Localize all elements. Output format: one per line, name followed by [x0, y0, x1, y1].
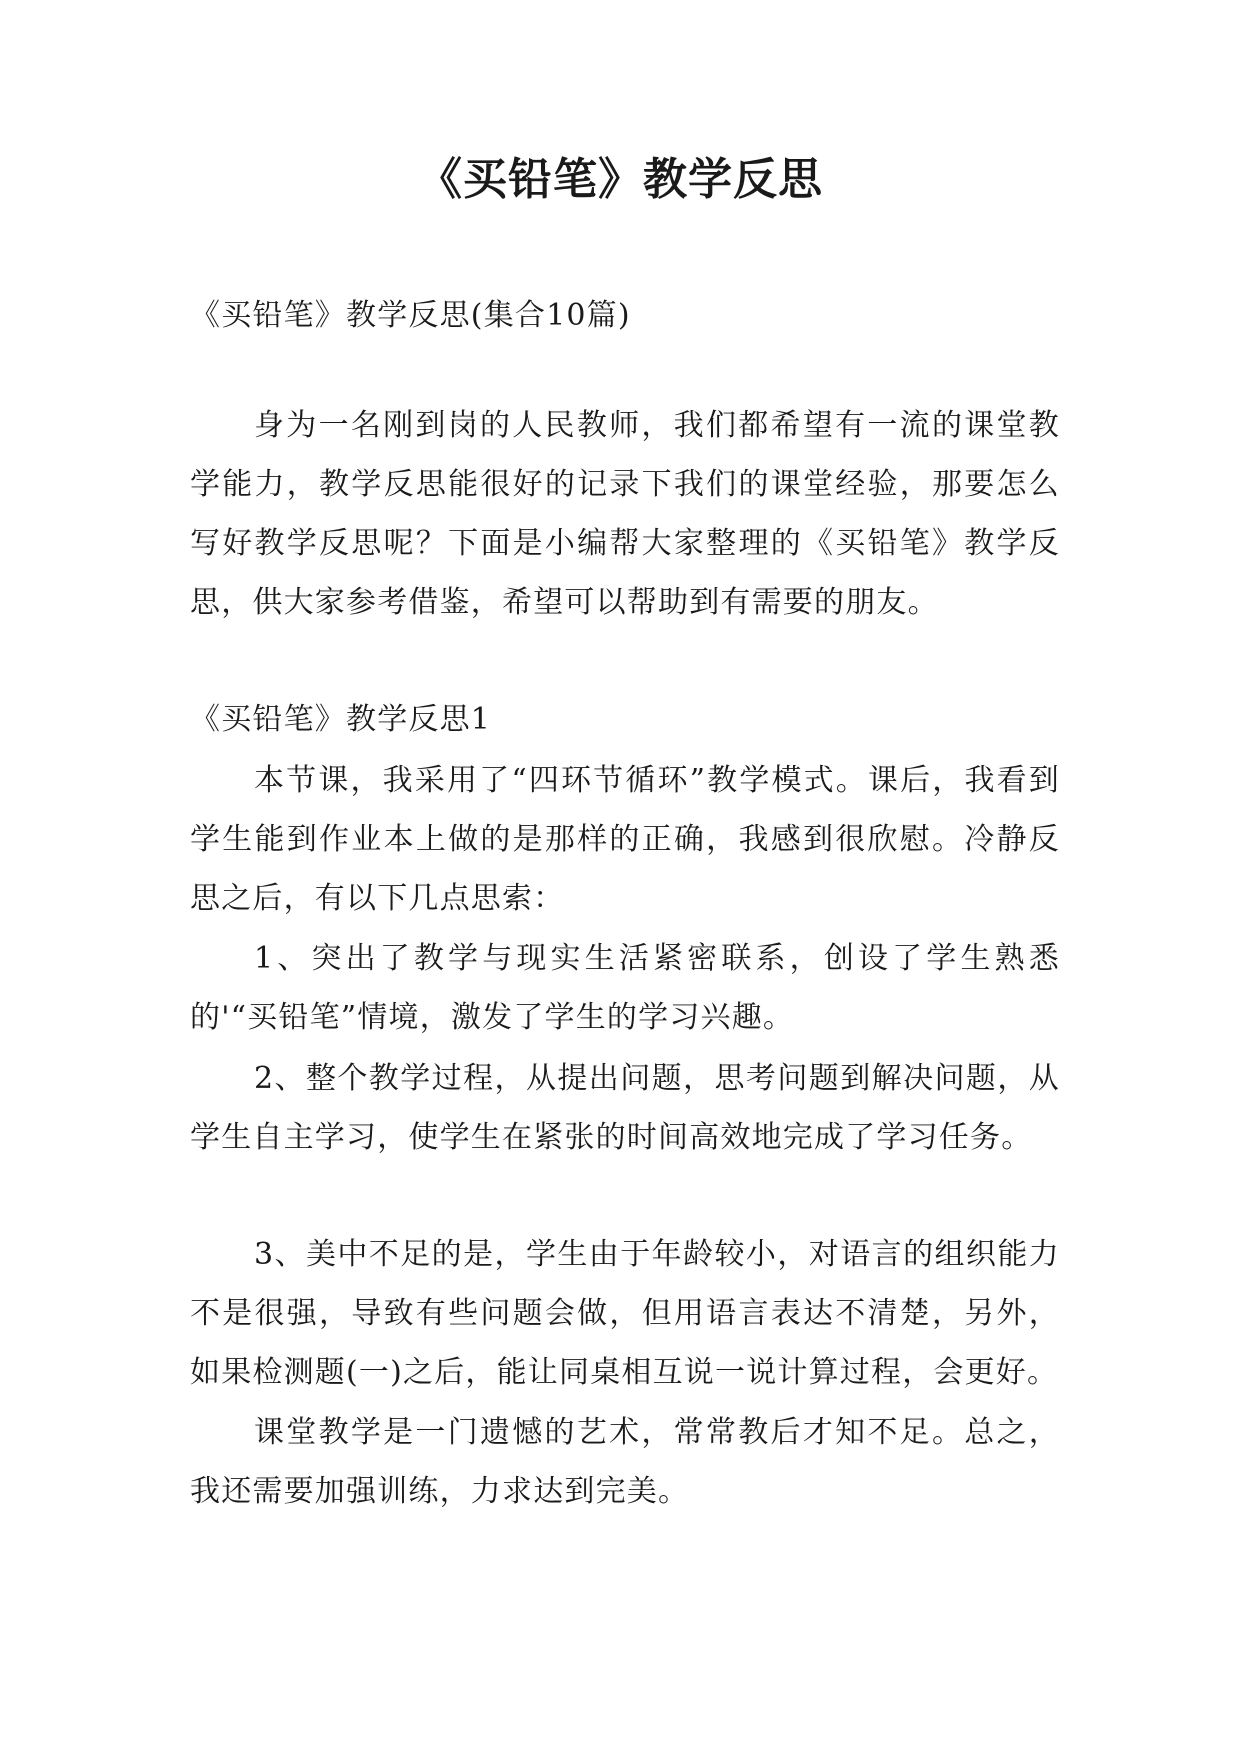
intro-paragraph: 身为一名刚到岗的人民教师，我们都希望有一流的课堂教学能力，教学反思能很好的记录下我们的课堂经验，那要怎么写好教学反思呢？下面是小编帮大家整理的《买铅笔》教学反思，供大家参考借鉴，希望可以帮助到有需要的朋友。 — [190, 408, 1060, 620]
body-paragraph: 本节课，我采用了“四环节循环”教学模式。课后，我看到学生能到作业本上做的是那样的正确，我感到很欣慰。冷静反思之后，有以下几点思索： — [190, 763, 1060, 916]
body-paragraph: 3、美中不足的是，学生由于年龄较小，对语言的组织能力不是很强，导致有些问题会做，但用语言表达不清楚，另外，如果检测题(一)之后，能让同桌相互说一说计算过程，会更好。 — [190, 1237, 1060, 1390]
body-paragraph: 课堂教学是一门遗憾的艺术，常常教后才知不足。总之，我还需要加强训练，力求达到完美。 — [190, 1415, 1060, 1509]
document-subtitle: 《买铅笔》教学反思(集合10篇) — [190, 298, 631, 333]
body-paragraph: 1、突出了教学与现实生活紧密联系，创设了学生熟悉的'“买铅笔”情境，激发了学生的学习兴趣。 — [190, 941, 1060, 1035]
section-heading: 《买铅笔》教学反思1 — [190, 702, 492, 737]
body-paragraph: 2、整个教学过程，从提出问题，思考问题到解决问题，从学生自主学习，使学生在紧张的时间高效地完成了学习任务。 — [190, 1061, 1060, 1155]
page-title: 《买铅笔》教学反思 — [418, 154, 823, 205]
